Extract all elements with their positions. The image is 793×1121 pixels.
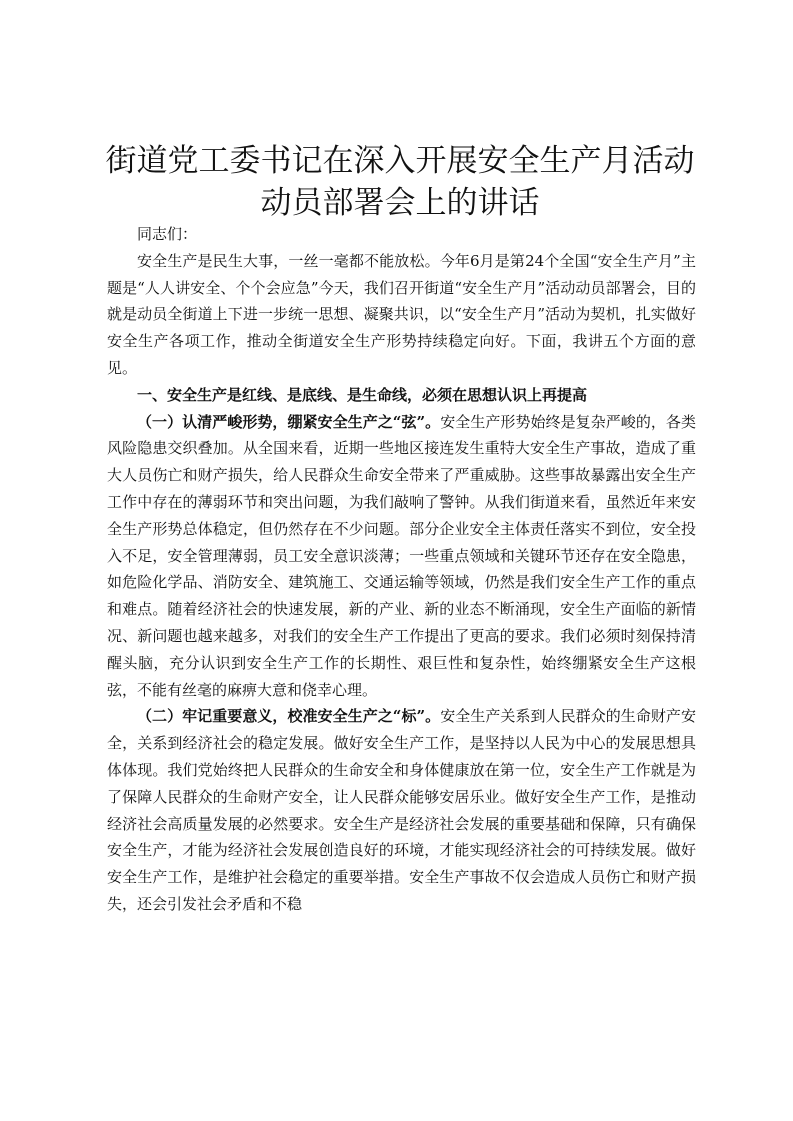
document-title: 街道党工委书记在深入开展安全生产月活动动员部署会上的讲话 xyxy=(105,143,695,221)
subsection-paragraph-2 xyxy=(107,703,696,917)
subsection-heading-2: （二）牢记重要意义，校准安全生产之“标”。 xyxy=(137,707,441,726)
document-body xyxy=(107,221,696,918)
section-heading-1: 一、安全生产是红线、是底线、是生命线，必须在思想认识上再提高 xyxy=(137,385,588,404)
subsection-paragraph-1 xyxy=(107,409,696,704)
intro-paragraph: 安全生产是民生大事，一丝一毫都不能放松。今年6月是第24个全国“安全生产月”主题是“人人讲安全、个个会应急”今天，我们召开街道“安全生产月”活动动员部署会，目的就是动员全街道上下进一步统一思想、凝聚共识，以“安全生产月”活动为契机，扎实做好安全生产各项工作，推动全街道安全生产形势持续稳定向好。下面，我讲五个方面的意见。 xyxy=(107,251,696,377)
subsection-body-1: 安全生产形势始终是复杂严峻的，各类风险隐患交织叠加。从全国来看，近期一些地区接连发生重特大安全生产事故，造成了重大人员伤亡和财产损失，给人民群众生命安全带来了严重威胁。这些事故暴露出安全生产工作中存在的薄弱环节和突出问题，为我们敲响了警钟。从我们街道来看，虽然近年来安全生产形势总体稳定，但仍然存在不少问题。部分企业安全主体责任落实不到位，安全投入不足，安全管理薄弱，员工安全意识淡薄；一些重点领域和关键环节还存在安全隐患，如危险化学品、消防安全、建筑施工、交通运输等领域，仍然是我们安全生产工作的重点和难点。随着经济社会的快速发展，新的产业、新的业态不断涌现，安全生产面临的新情况、新问题也越来越多，对我们的安全生产工作提出了更高的要求。我们必须时刻保持清醒头脑，充分认识到安全生产工作的长期性、艰巨性和复杂性，始终绷紧安全生产这根弦，不能有丝毫的麻痹大意和侥幸心理。 xyxy=(107,412,696,699)
salutation: 同志们： xyxy=(137,225,198,243)
subsection-body-2: 安全生产关系到人民群众的生命财产安全，关系到经济社会的稳定发展。做好安全生产工作，是坚持以人民为中心的发展思想具体体现。我们党始终把人民群众的生命安全和身体健康放在第一位，安全生产工作就是为了保障人民群众的生命财产安全，让人民群众能够安居乐业。做好安全生产工作，是推动经济社会高质量发展的必然要求。安全生产是经济社会发展的重要基础和保障，只有确保安全生产，才能为经济社会发展创造良好的环境，才能实现经济社会的可持续发展。做好安全生产工作，是维护社会稳定的重要举措。安全生产事故不仅会造成人员伤亡和财产损失，还会引发社会矛盾和不稳 xyxy=(107,707,696,913)
subsection-heading-1: （一）认清严峻形势，绷紧安全生产之“弦”。 xyxy=(137,412,441,431)
